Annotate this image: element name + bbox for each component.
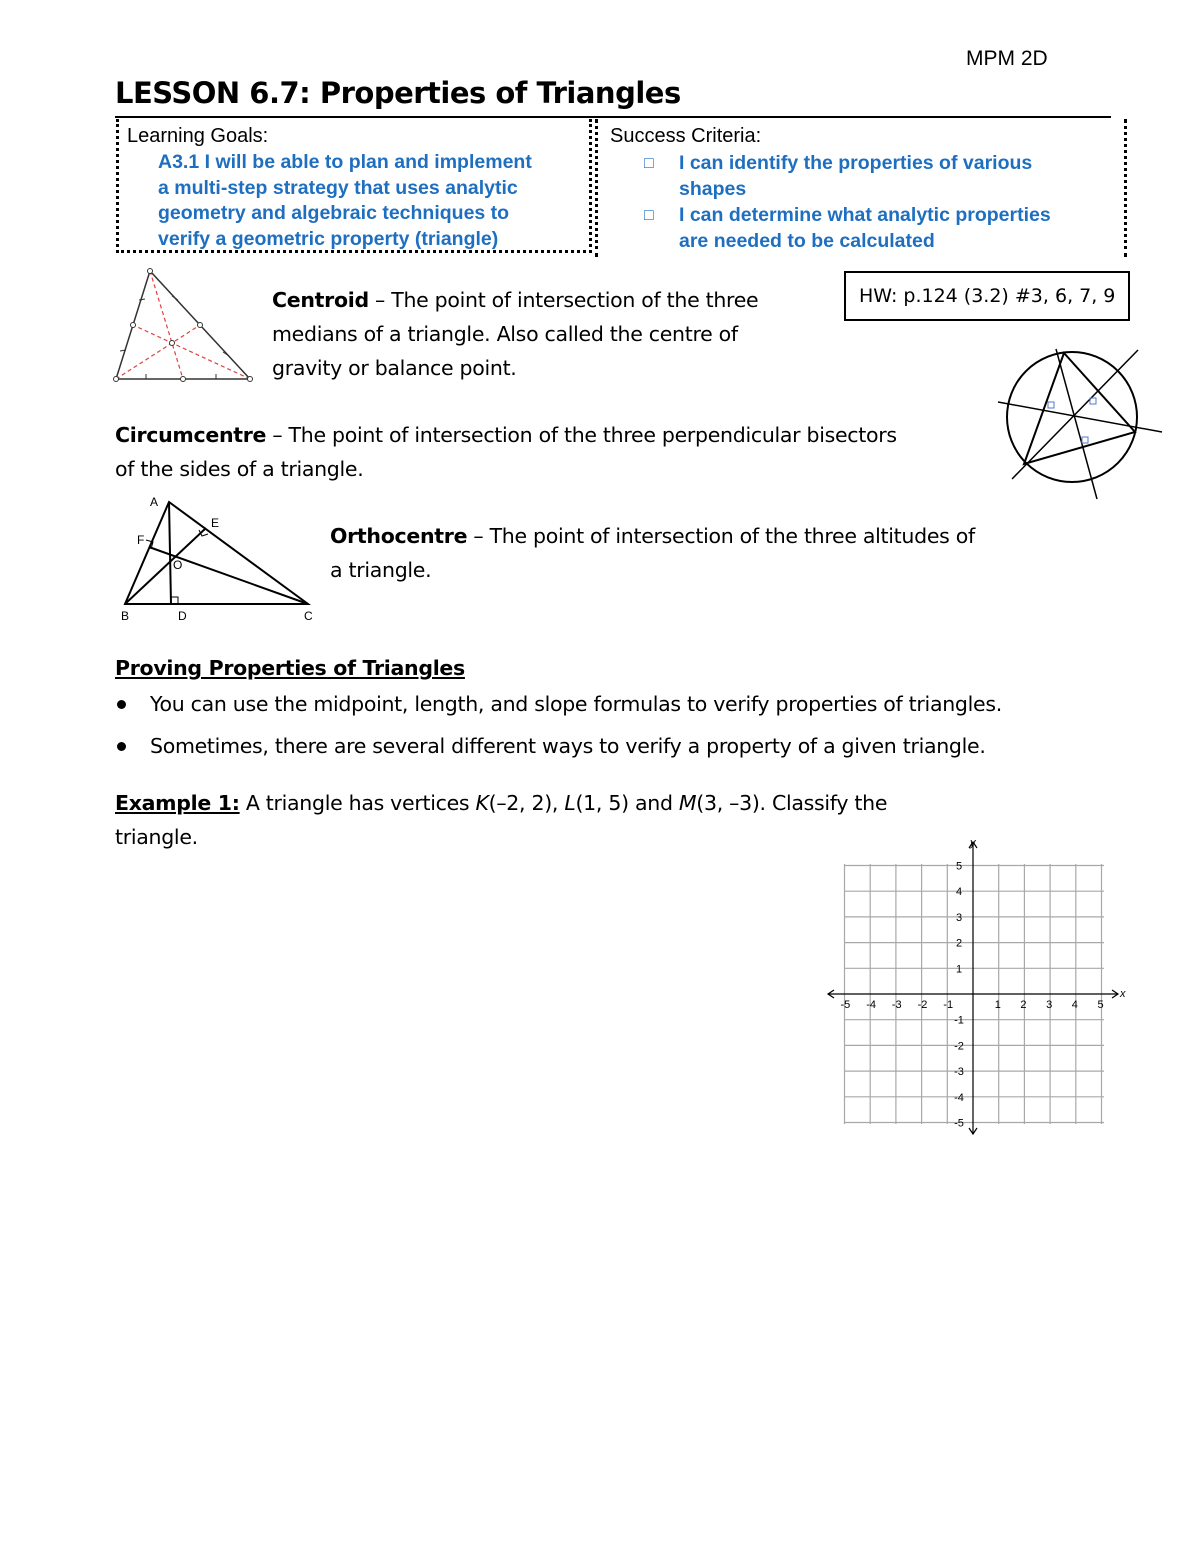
y-tick-label: -2: [954, 1040, 964, 1053]
x-tick-label: 5: [1097, 999, 1104, 1011]
x-tick-label: -3: [891, 999, 902, 1011]
y-tick-label: 5: [955, 860, 963, 873]
x-axis-label: x: [1120, 988, 1126, 1000]
y-tick-label: -3: [954, 1066, 964, 1079]
y-tick-label: -1: [954, 1014, 964, 1027]
course-code: MPM 2D: [966, 47, 1048, 70]
criteria-line: I can determine what analytic properties: [679, 204, 1051, 226]
term-orthocentre: Orthocentre: [330, 524, 468, 548]
x-tick-label: -4: [866, 999, 876, 1011]
circumcentre-diagram: [990, 347, 1165, 502]
dash: –: [266, 423, 289, 447]
x-tick-label: 2: [1020, 999, 1027, 1011]
vertex-k-coords: (–2, 2),: [488, 791, 565, 815]
term-circumcentre: Circumcentre: [115, 423, 267, 447]
dash: –: [368, 288, 392, 312]
orthocentre-definition: [330, 519, 975, 587]
proving-bullets: [115, 687, 1002, 771]
label-b: B: [121, 609, 130, 623]
example-label: Example 1:: [115, 791, 240, 815]
x-tick-label: -2: [917, 999, 928, 1011]
checkbox-icon: □: [644, 207, 654, 224]
bullet-icon: [117, 742, 126, 751]
criteria-item: [679, 151, 1032, 202]
bullet-icon: [117, 700, 126, 709]
label-e: E: [211, 516, 220, 530]
criteria-line: I can identify the properties of various: [679, 152, 1033, 174]
vertex-l: L: [564, 791, 576, 815]
label-a: A: [150, 495, 159, 509]
bullet-text: Sometimes, there are several different ways to verify a property of a given triangle.: [150, 734, 986, 758]
vertex-m-coords: (3, –3). Classify the: [696, 791, 888, 815]
label-c: C: [304, 609, 313, 623]
centroid-diagram: [108, 266, 258, 386]
example-1: [115, 786, 887, 854]
x-tick-label: 3: [1046, 999, 1053, 1011]
label-f: F: [137, 533, 145, 547]
y-tick-label: -5: [954, 1117, 964, 1130]
vertex-k: K: [475, 791, 489, 815]
y-tick-label: -4: [954, 1091, 964, 1104]
y-tick-label: 1: [955, 963, 963, 976]
learning-goal-line: a multi-step strategy that uses analytic: [158, 176, 518, 199]
label-d: D: [178, 609, 187, 623]
x-tick-label: -5: [840, 999, 851, 1011]
y-tick-label: 3: [955, 911, 963, 924]
learning-goals-box: [116, 119, 592, 253]
vertex-l-coords: (1, 5) and: [575, 791, 679, 815]
criteria-item: [679, 203, 1051, 254]
orthocentre-diagram: [115, 492, 325, 627]
definition-line: gravity or balance point.: [272, 356, 517, 380]
definition-line: The point of intersection of the three: [391, 288, 759, 312]
definition-line: The point of intersection of the three perpendicular bisectors: [288, 423, 897, 447]
x-tick-label: 1: [994, 999, 1001, 1011]
centroid-definition: [272, 283, 758, 385]
example-text: triangle.: [115, 825, 198, 849]
learning-goals-text: [158, 150, 532, 252]
homework-text: HW: p.124 (3.2) #3, 6, 7, 9: [859, 285, 1116, 307]
x-tick-label: -1: [943, 999, 954, 1011]
criteria-line: shapes: [679, 177, 747, 200]
learning-goal-line: verify a geometric property (triangle): [158, 227, 499, 250]
title-divider: [115, 116, 1111, 118]
learning-goal-line: geometry and algebraic techniques to: [158, 202, 510, 224]
y-tick-label: 2: [955, 937, 963, 950]
page-title: LESSON 6.7: Properties of Triangles: [115, 76, 681, 110]
success-criteria-heading: Success Criteria:: [610, 125, 762, 147]
y-tick-label: 4: [955, 886, 963, 899]
label-o: O: [173, 558, 183, 572]
definition-line: a triangle.: [330, 558, 432, 582]
homework-box: [844, 271, 1130, 321]
coordinate-grid: [822, 834, 1132, 1140]
learning-goals-heading: Learning Goals:: [127, 125, 269, 147]
proving-heading: [115, 651, 465, 685]
term-centroid: Centroid: [272, 288, 369, 312]
learning-goal-line: A3.1 I will be able to plan and implement: [158, 151, 532, 173]
definition-line: medians of a triangle. Also called the centre of: [272, 322, 738, 346]
list-item: [115, 729, 1002, 763]
dash: –: [467, 524, 490, 548]
example-text: A triangle has vertices: [239, 791, 476, 815]
definition-line: of the sides of a triangle.: [115, 457, 364, 481]
definition-line: The point of intersection of the three altitudes of: [489, 524, 975, 548]
y-axis-label: y: [970, 837, 976, 849]
circumcentre-definition: [115, 418, 897, 486]
success-criteria-box: [595, 119, 1127, 257]
section-heading: Proving Properties of Triangles: [115, 656, 465, 680]
checkbox-icon: □: [644, 155, 654, 172]
criteria-line: are needed to be calculated: [679, 229, 935, 252]
x-tick-label: 4: [1071, 999, 1078, 1011]
list-item: [115, 687, 1002, 721]
bullet-text: You can use the midpoint, length, and slope formulas to verify properties of triangles.: [150, 692, 1002, 716]
vertex-m: M: [678, 791, 697, 815]
